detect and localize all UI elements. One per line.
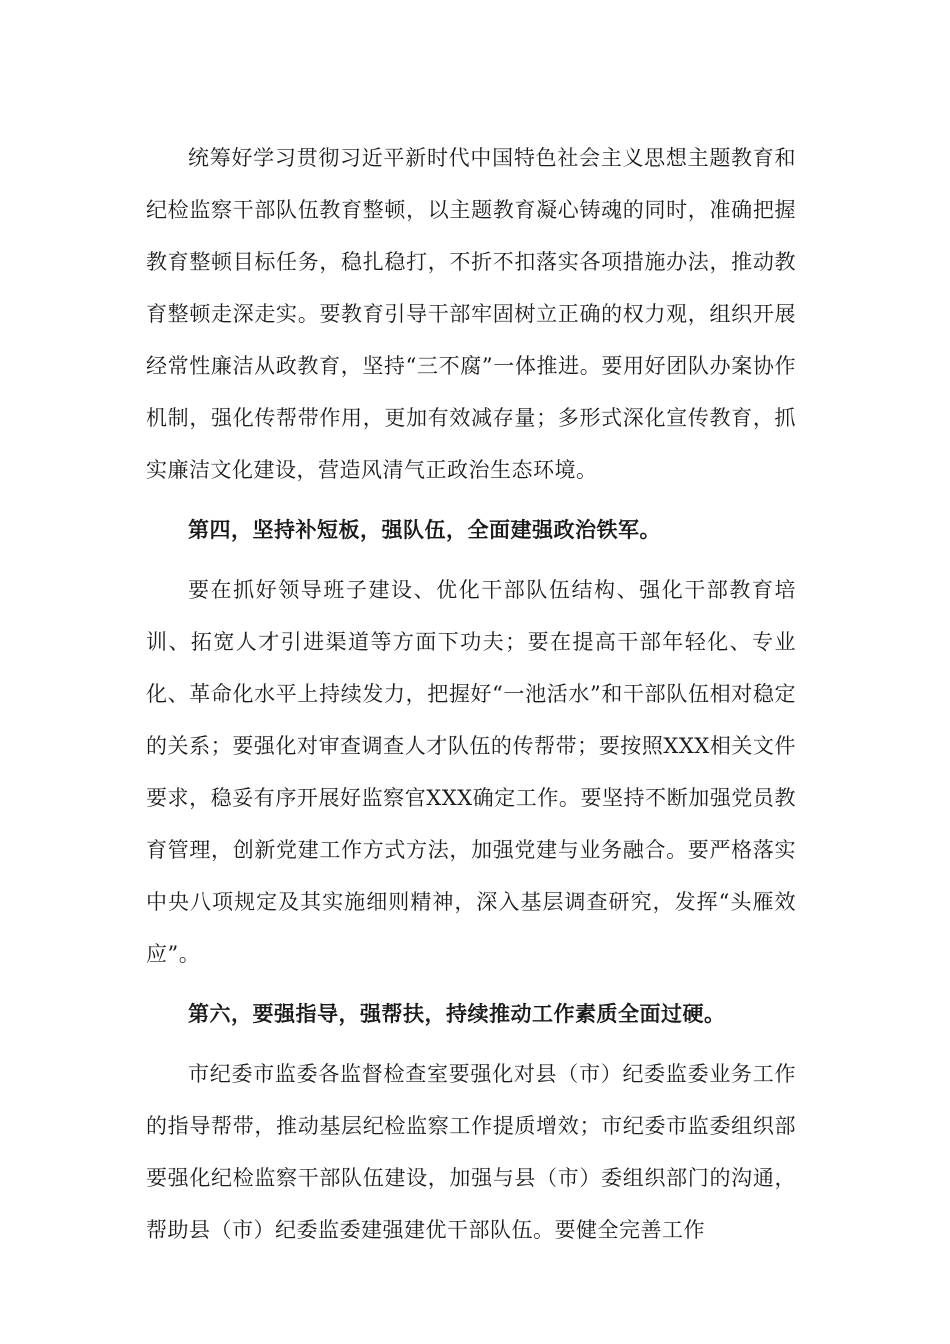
body-paragraph: 市纪委市监委各监督检查室要强化对县（市）纪委监委业务工作的指导帮带，推动基层纪检监察工作提质增效；市纪委市监委组织部要强化纪检监察干部队伍建设，加强与县（市）委组织部门的沟通，帮助县（市）纪委监委建强建优干部队伍。要健全完善工作 (146, 1062, 796, 1242)
body-paragraph: 统筹好学习贯彻习近平新时代中国特色社会主义思想主题教育和纪检监察干部队伍教育整顿，以主题教育凝心铸魂的同时，准确把握教育整顿目标任务，稳扎稳打，不折不扣落实各项措施办法，推动教育整顿走深走实。要教育引导干部牢固树立正确的权力观，组织开展经常性廉洁从政教育，坚持“三不腐”一体推进。要用好团队办案协作机制，强化传帮带作用，更加有效减存量；多形式深化宣传教育，抓实廉洁文化建设，营造风清气正政治生态环境。 (146, 146, 796, 482)
body-paragraph: 要在抓好领导班子建设、优化干部队伍结构、强化干部教育培训、拓宽人才引进渠道等方面下功夫；要在提高干部年轻化、专业化、革命化水平上持续发力，把握好“一池活水”和干部队伍相对稳定的关系；要强化对审查调查人才队伍的传帮带；要按照XXX相关文件要求，稳妥有序开展好监察官XXX确定工作。要坚持不断加强党员教育管理，创新党建工作方式方法，加强党建与业务融合。要严格落实中央八项规定及其实施细则精神，深入基层调查研究，发挥“头雁效应”。 (146, 578, 796, 966)
section-heading: 第四，坚持补短板，强队伍，全面建强政治铁军。 (188, 518, 661, 542)
section-heading: 第六，要强指导，强帮扶，持续推动工作素质全面过硬。 (188, 1002, 726, 1026)
document-body (146, 132, 796, 1256)
